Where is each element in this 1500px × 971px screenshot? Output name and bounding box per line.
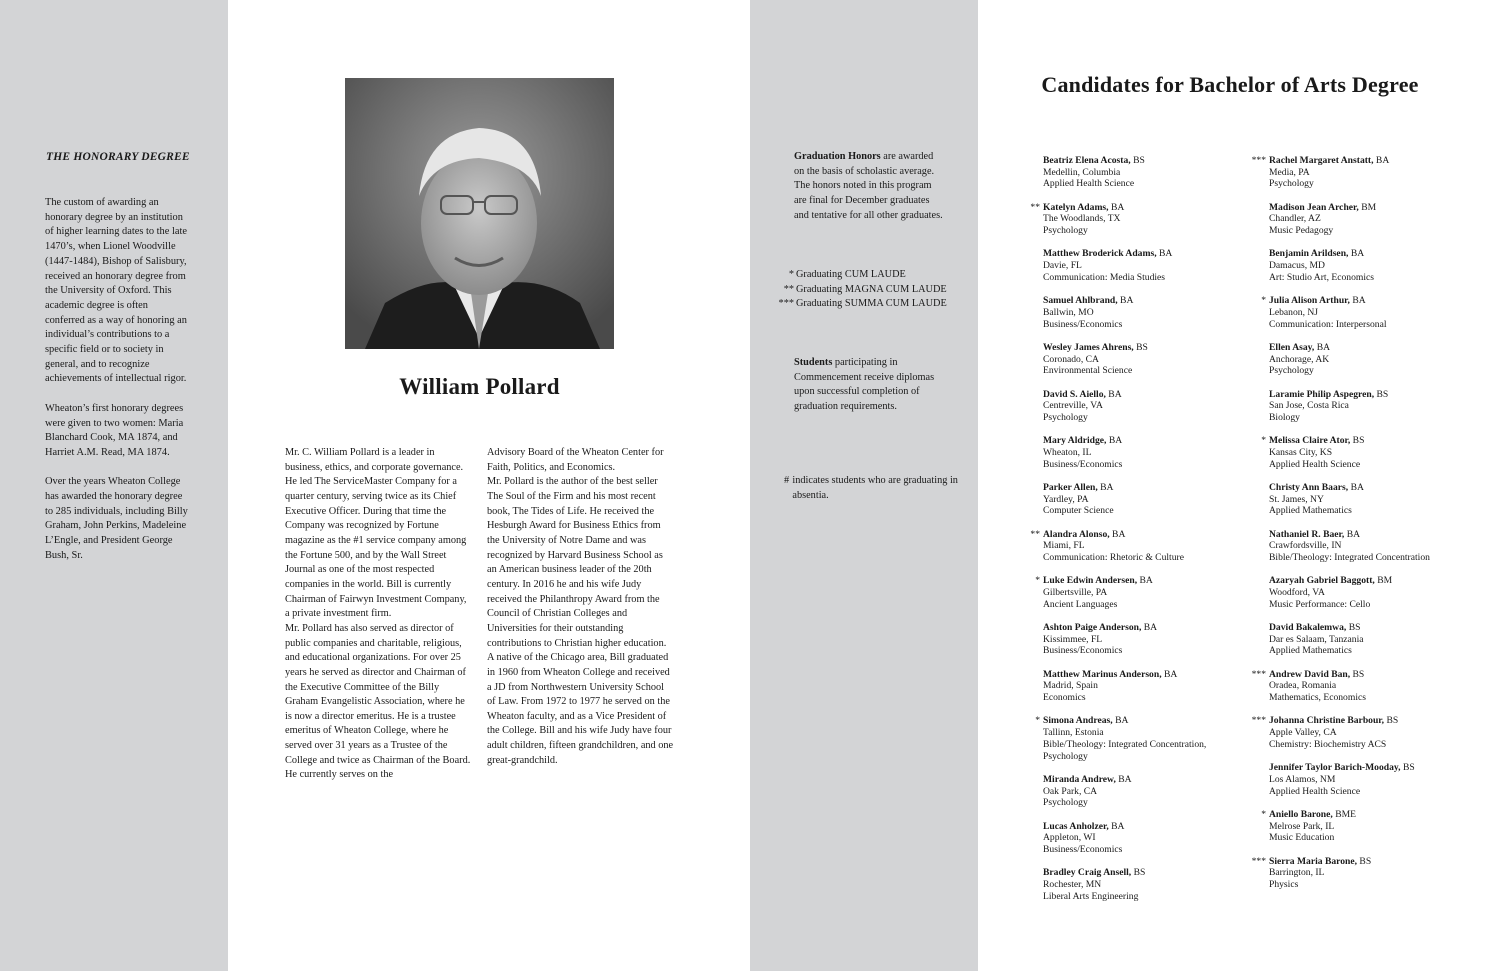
candidate-hometown: Kansas City, KS bbox=[1269, 446, 1333, 458]
honors-mark: * bbox=[1261, 808, 1266, 820]
candidate-degree: BA bbox=[1349, 295, 1366, 307]
candidate-degree: BA bbox=[1108, 820, 1125, 832]
candidate-hometown: Madrid, Spain bbox=[1043, 680, 1098, 692]
candidate-entry bbox=[1242, 856, 1462, 891]
candidate-name-line bbox=[1269, 809, 1462, 821]
candidate-name-line bbox=[1269, 482, 1462, 494]
candidate-name: Samuel Ahlbrand, bbox=[1043, 295, 1118, 307]
honorary-degree-title: THE HONORARY DEGREE bbox=[46, 151, 190, 163]
candidate-name-line bbox=[1043, 821, 1236, 833]
candidate-name-line bbox=[1269, 575, 1462, 587]
candidate-name-line bbox=[1043, 669, 1236, 681]
candidate-name: Ellen Asay, bbox=[1269, 341, 1315, 353]
candidate-entry bbox=[1016, 202, 1236, 237]
candidate-hometown: Oradea, Romania bbox=[1269, 680, 1337, 692]
candidate-hometown: Oak Park, CA bbox=[1043, 785, 1098, 797]
candidate-name-line bbox=[1043, 867, 1236, 879]
candidate-hometown: Lebanon, NJ bbox=[1269, 306, 1319, 318]
candidate-major: Economics bbox=[1043, 692, 1086, 704]
candidate-name-line bbox=[1269, 715, 1462, 727]
candidate-hometown: Damacus, MD bbox=[1269, 260, 1325, 272]
candidate-hometown: Gilbertsville, PA bbox=[1043, 587, 1108, 599]
candidate-name-line bbox=[1269, 295, 1462, 307]
candidates-page-heading: Candidates for Bachelor of Arts Degree bbox=[1041, 72, 1419, 97]
candidate-major: Music Education bbox=[1269, 832, 1335, 844]
honorary-degree-body bbox=[45, 196, 190, 578]
graduation-honors-text: are awarded on the basis of scholastic average. The honors noted in this program are final for December graduates and tentative for all other graduates. bbox=[794, 151, 943, 221]
candidate-name: Parker Allen, bbox=[1043, 481, 1098, 493]
candidate-name-line bbox=[1043, 202, 1236, 214]
candidate-name: Mary Aldridge, bbox=[1043, 435, 1107, 447]
candidate-major: Psychology bbox=[1043, 411, 1088, 423]
candidate-name-line bbox=[1269, 622, 1462, 634]
students-lead: Students bbox=[794, 357, 833, 368]
candidate-major: Bible/Theology: Integrated Concentration, bbox=[1043, 738, 1207, 750]
honoree-name: William Pollard bbox=[399, 374, 560, 399]
candidate-hometown: Apple Valley, CA bbox=[1269, 727, 1337, 739]
candidate-hometown: Miami, FL bbox=[1043, 540, 1085, 552]
candidate-hometown: The Woodlands, TX bbox=[1043, 213, 1121, 225]
candidate-name: Madison Jean Archer, bbox=[1269, 201, 1359, 213]
candidate-major: Applied Mathematics bbox=[1269, 505, 1352, 517]
candidate-degree: BA bbox=[1314, 341, 1331, 353]
candidate-degree: BA bbox=[1137, 575, 1153, 587]
honors-mark: ** bbox=[1030, 201, 1040, 213]
candidate-name-line bbox=[1269, 435, 1462, 447]
candidate-degree: BA bbox=[1105, 388, 1122, 400]
candidate-hometown: Davie, FL bbox=[1043, 260, 1082, 272]
candidate-degree: BS bbox=[1346, 622, 1361, 634]
candidates-column-2 bbox=[1242, 155, 1462, 902]
candidate-degree: BA bbox=[1117, 295, 1134, 307]
candidate-entry bbox=[1242, 482, 1462, 517]
candidate-name-line bbox=[1269, 762, 1462, 774]
candidate-degree: BA bbox=[1108, 201, 1125, 213]
candidate-name: Beatriz Elena Acosta, bbox=[1043, 155, 1131, 166]
candidate-name-line bbox=[1043, 529, 1236, 541]
candidate-name: Bradley Craig Ansell, bbox=[1043, 867, 1132, 879]
candidate-degree: BS bbox=[1133, 341, 1148, 353]
honorary-paragraph-1: The custom of awarding an honorary degree by an institution of higher learning dates to the late 1470’s, when Lionel Woodville (1447-1484), Bishop of Salisbury, received an honorary degree from the University of Oxford. This academic degree is often conferred as a way of honoring an individual’s contributions to a specific field or to society in general, and to recognize achievements of intellectual rigor. bbox=[45, 197, 187, 385]
candidate-hometown: Chandler, AZ bbox=[1269, 213, 1321, 225]
candidate-name-line bbox=[1043, 295, 1236, 307]
candidate-name: Melissa Claire Ator, bbox=[1269, 435, 1351, 447]
candidate-entry bbox=[1242, 248, 1462, 283]
candidate-name-line bbox=[1043, 715, 1236, 727]
candidate-degree: BA bbox=[1348, 481, 1364, 493]
candidate-degree: BA bbox=[1161, 668, 1178, 680]
candidate-major: Ancient Languages bbox=[1043, 598, 1118, 610]
graduation-honors-lead: Graduation Honors bbox=[794, 151, 881, 162]
candidate-entry bbox=[1016, 482, 1236, 517]
candidate-name: Benjamin Arildsen, bbox=[1269, 248, 1349, 260]
honors-mark: *** bbox=[778, 298, 794, 310]
candidate-name: Sierra Maria Barone, bbox=[1269, 855, 1358, 867]
candidate-major: Applied Health Science bbox=[1269, 785, 1361, 797]
candidate-entry bbox=[1016, 435, 1236, 470]
candidate-major: Psychology bbox=[1269, 365, 1314, 377]
candidate-degree: BA bbox=[1156, 248, 1173, 260]
candidate-degree: BS bbox=[1350, 668, 1365, 680]
candidate-name: Jennifer Taylor Barich-Mooday, bbox=[1269, 762, 1401, 774]
candidate-name-line bbox=[1043, 389, 1236, 401]
candidate-name-line bbox=[1269, 529, 1462, 541]
graduation-honors-note bbox=[794, 150, 944, 224]
candidate-name: Lucas Anholzer, bbox=[1043, 820, 1109, 832]
candidate-name-line bbox=[1043, 342, 1236, 354]
candidate-major: Bible/Theology: Integrated Concentration bbox=[1269, 552, 1430, 564]
candidate-hometown: Rochester, MN bbox=[1043, 878, 1102, 890]
honors-mark: *** bbox=[1251, 855, 1266, 867]
candidate-name: Julia Alison Arthur, bbox=[1269, 295, 1350, 307]
candidate-hometown: Melrose Park, IL bbox=[1269, 820, 1335, 832]
candidate-hometown: Centreville, VA bbox=[1043, 400, 1103, 412]
candidate-degree: BA bbox=[1112, 715, 1129, 727]
candidate-major: Environmental Science bbox=[1043, 365, 1133, 377]
candidate-name-line bbox=[1269, 248, 1462, 260]
candidate-degree: BA bbox=[1141, 622, 1158, 634]
candidate-major: Biology bbox=[1269, 411, 1300, 423]
honors-mark: * bbox=[1035, 575, 1040, 587]
candidate-degree: BS bbox=[1374, 388, 1389, 400]
students-participation-note bbox=[794, 356, 944, 415]
honors-mark: ** bbox=[1030, 528, 1040, 540]
honorary-paragraph-3: Over the years Wheaton College has awarded the honorary degree to 285 individuals, including Billy Graham, John Perkins, Madeleine L’Engle, and President George Bush, Sr. bbox=[45, 476, 188, 561]
candidate-entry bbox=[1016, 342, 1236, 377]
candidate-degree: BA bbox=[1115, 773, 1132, 785]
candidate-name: Matthew Marinus Anderson, bbox=[1043, 668, 1162, 680]
honors-mark: * bbox=[1261, 435, 1266, 447]
honors-mark: *** bbox=[1251, 668, 1266, 680]
candidate-degree: BME bbox=[1332, 808, 1356, 820]
candidate-name: Johanna Christine Barbour, bbox=[1269, 715, 1385, 727]
candidate-major: Art: Studio Art, Economics bbox=[1269, 271, 1374, 283]
absentia-text: indicates students who are graduating in absentia. bbox=[792, 475, 958, 501]
candidate-name: Azaryah Gabriel Baggott, bbox=[1269, 575, 1375, 587]
honors-label: Graduating MAGNA CUM LAUDE bbox=[796, 283, 947, 295]
candidate-entry bbox=[1242, 529, 1462, 564]
candidate-name: Andrew David Ban, bbox=[1269, 668, 1351, 680]
candidate-entry bbox=[1242, 809, 1462, 844]
candidate-entry bbox=[1016, 867, 1236, 902]
candidate-entry bbox=[1242, 295, 1462, 330]
absentia-note bbox=[784, 474, 964, 503]
candidate-major: Applied Health Science bbox=[1269, 458, 1361, 470]
candidate-name-line bbox=[1269, 669, 1462, 681]
candidate-major: Communication: Media Studies bbox=[1043, 271, 1166, 283]
candidate-hometown: Ballwin, MO bbox=[1043, 306, 1094, 318]
candidate-name: Nathaniel R. Baer, bbox=[1269, 528, 1345, 540]
candidate-degree: BA bbox=[1097, 481, 1114, 493]
candidate-entry bbox=[1016, 715, 1236, 762]
candidate-major: Music Pedagogy bbox=[1269, 225, 1334, 237]
honors-level-summa-cum-laude bbox=[776, 297, 976, 312]
honors-label: Graduating CUM LAUDE bbox=[796, 269, 906, 280]
candidate-entry bbox=[1016, 389, 1236, 424]
candidate-major: Communication: Interpersonal bbox=[1269, 318, 1387, 330]
candidate-entry bbox=[1016, 669, 1236, 704]
candidate-entry bbox=[1016, 622, 1236, 657]
candidate-name: Matthew Broderick Adams, bbox=[1043, 248, 1157, 260]
candidate-major: Business/Economics bbox=[1043, 458, 1123, 470]
candidate-hometown: San Jose, Costa Rica bbox=[1269, 400, 1349, 412]
candidate-name-line bbox=[1043, 155, 1236, 167]
candidate-degree: BA bbox=[1109, 528, 1126, 540]
candidate-entry bbox=[1016, 295, 1236, 330]
candidate-entry bbox=[1242, 155, 1462, 190]
candidate-name: Aniello Barone, bbox=[1269, 808, 1333, 820]
candidate-name: Laramie Philip Aspegren, bbox=[1269, 388, 1375, 400]
candidate-name: David Bakalemwa, bbox=[1269, 622, 1347, 634]
candidate-entry bbox=[1242, 622, 1462, 657]
candidate-degree: BS bbox=[1130, 155, 1145, 166]
candidate-name: Simona Andreas, bbox=[1043, 715, 1113, 727]
candidate-degree: BS bbox=[1400, 762, 1415, 774]
candidate-degree: BS bbox=[1384, 715, 1399, 727]
candidate-hometown: St. James, NY bbox=[1269, 493, 1324, 505]
candidates-column-1 bbox=[1016, 155, 1236, 914]
honoree-bio-column-1: Mr. C. William Pollard is a leader in business, ethics, and corporate governance. He led The ServiceMaster Company for a quarter century, serving twice as its Chief Executive Officer. During that time the Company was recognized by Fortune magazine as the #1 service company among the Fortune 500, and by the Wall Street Journal as one of the most respected companies in the world. Bill is currently Chairman of Fairwyn Investment Company, a private investment firm. Mr. Pollard has also served as director of public companies and charitable, religious, and educational organizations. For over 25 years he served as director and Chairman of the Executive Committee of the Billy Graham Evangelistic Association, where he is now a director emeritus. He is a trustee emeritus of Wheaton College, where he served over 31 years as a Trustee of the College and twice as Chairman of the Board. He currently serves on the bbox=[285, 447, 471, 781]
candidate-name: Luke Edwin Andersen, bbox=[1043, 575, 1138, 587]
honorary-paragraph-2: Wheaton’s first honorary degrees were given to two women: Maria Blanchard Cook, MA 1874, and Harriet A.M. Read, MA 1874. bbox=[45, 402, 184, 458]
candidate-hometown: Yardley, PA bbox=[1043, 493, 1089, 505]
candidate-major: Communication: Rhetoric & Culture bbox=[1043, 552, 1184, 564]
honors-level-cum-laude bbox=[776, 268, 976, 283]
candidate-major: Physics bbox=[1269, 878, 1299, 890]
candidate-major: Music Performance: Cello bbox=[1269, 598, 1371, 610]
candidate-name-line bbox=[1269, 342, 1462, 354]
candidate-hometown: Tallinn, Estonia bbox=[1043, 727, 1104, 739]
honors-mark: * bbox=[1035, 715, 1040, 727]
candidate-name: Miranda Andrew, bbox=[1043, 773, 1116, 785]
candidate-major: Business/Economics bbox=[1043, 843, 1123, 855]
candidate-hometown: Appleton, WI bbox=[1043, 832, 1096, 844]
candidate-hometown: Coronado, CA bbox=[1043, 353, 1099, 365]
students-text: participating in Commencement receive diplomas upon successful completion of graduation requirements. bbox=[794, 357, 935, 413]
candidate-entry bbox=[1016, 155, 1236, 190]
candidate-name-line bbox=[1043, 575, 1236, 587]
candidate-hometown: Los Alamos, NM bbox=[1269, 773, 1336, 785]
candidate-hometown: Anchorage, AK bbox=[1269, 353, 1330, 365]
candidate-degree: BA bbox=[1348, 248, 1365, 260]
candidate-entry bbox=[1242, 389, 1462, 424]
candidate-entry bbox=[1016, 248, 1236, 283]
candidate-major: Psychology bbox=[1043, 750, 1088, 762]
candidate-major: Mathematics, Economics bbox=[1269, 692, 1366, 704]
candidate-name-line bbox=[1269, 856, 1462, 868]
candidate-entry bbox=[1016, 529, 1236, 564]
honors-level-magna-cum-laude bbox=[776, 283, 976, 298]
candidate-name: Christy Ann Baars, bbox=[1269, 481, 1349, 493]
candidate-hometown: Media, PA bbox=[1269, 166, 1310, 178]
candidate-degree: BS bbox=[1131, 867, 1146, 879]
candidate-major: Psychology bbox=[1269, 178, 1314, 190]
candidate-name: Wesley James Ahrens, bbox=[1043, 341, 1134, 353]
candidate-entry bbox=[1242, 575, 1462, 610]
candidate-major: Liberal Arts Engineering bbox=[1043, 890, 1139, 902]
portrait-illustration bbox=[345, 78, 614, 349]
candidate-degree: BA bbox=[1373, 155, 1390, 166]
candidate-major: Psychology bbox=[1043, 225, 1088, 237]
candidate-major: Chemistry: Biochemistry ACS bbox=[1269, 738, 1387, 750]
candidate-degree: BM bbox=[1374, 575, 1393, 587]
honoree-bio-column-2: Advisory Board of the Wheaton Center for Faith, Politics, and Economics. Mr. Pollard is the author of the best seller The Soul of the Firm and his most recent book, The Tides of Life. He received the Hesburgh Award for Business Ethics from the University of Notre Dame and was recognized by Harvard Business School as an American business leader of the 20th century. In 2016 he and his wife Judy received the Philanthropy Award from the Council of Christian Colleges and Universities for their outstanding contributions to Christian higher education. A native of the Chicago area, Bill graduated in 1960 from Wheaton College and received a JD from Northwestern University School of Law. From 1972 to 1977 he served on the Wheaton faculty, and as a Vice President of the College. Bill and his wife Judy have four adult children, fifteen grandchildren, and one great-grandchild. bbox=[487, 447, 674, 766]
candidate-name-line bbox=[1269, 202, 1462, 214]
honors-mark: * bbox=[1261, 295, 1266, 307]
candidate-major: Applied Health Science bbox=[1043, 178, 1135, 190]
honors-levels-list bbox=[776, 268, 976, 312]
candidate-name-line bbox=[1043, 774, 1236, 786]
candidate-name-line bbox=[1269, 389, 1462, 401]
candidate-major: Computer Science bbox=[1043, 505, 1114, 517]
candidate-entry bbox=[1016, 774, 1236, 809]
honors-mark: ** bbox=[783, 283, 794, 295]
candidate-name: Rachel Margaret Anstatt, bbox=[1269, 155, 1374, 166]
candidate-hometown: Medellin, Columbia bbox=[1043, 166, 1121, 178]
candidate-name-line bbox=[1043, 435, 1236, 447]
candidate-entry bbox=[1016, 575, 1236, 610]
candidate-hometown: Crawfordsville, IN bbox=[1269, 540, 1342, 552]
candidate-name: Katelyn Adams, bbox=[1043, 201, 1109, 213]
candidate-entry bbox=[1242, 435, 1462, 470]
candidate-degree: BS bbox=[1350, 435, 1365, 447]
honors-mark: *** bbox=[1251, 715, 1266, 727]
honors-label: Graduating SUMMA CUM LAUDE bbox=[796, 298, 947, 310]
candidate-entry bbox=[1242, 669, 1462, 704]
candidate-degree: BM bbox=[1358, 201, 1377, 213]
candidate-name: David S. Aiello, bbox=[1043, 388, 1106, 400]
candidate-name-line bbox=[1043, 482, 1236, 494]
candidate-hometown: Kissimmee, FL bbox=[1043, 633, 1103, 645]
candidate-hometown: Woodford, VA bbox=[1269, 587, 1325, 599]
candidate-entry bbox=[1242, 762, 1462, 797]
honoree-portrait-photo bbox=[345, 78, 614, 349]
candidate-name: Ashton Paige Anderson, bbox=[1043, 622, 1142, 634]
candidate-major: Business/Economics bbox=[1043, 645, 1123, 657]
candidate-hometown: Barrington, IL bbox=[1269, 867, 1325, 879]
candidate-entry bbox=[1242, 715, 1462, 750]
candidate-major: Psychology bbox=[1043, 797, 1088, 809]
candidate-degree: BA bbox=[1344, 528, 1361, 540]
candidate-degree: BS bbox=[1357, 855, 1372, 867]
absentia-mark: # bbox=[784, 475, 790, 486]
honors-mark: *** bbox=[1251, 155, 1266, 166]
candidate-major: Applied Mathematics bbox=[1269, 645, 1352, 657]
candidate-major: Business/Economics bbox=[1043, 318, 1123, 330]
honors-mark: * bbox=[788, 269, 794, 280]
candidate-hometown: Wheaton, IL bbox=[1043, 446, 1092, 458]
candidate-name-line bbox=[1269, 155, 1462, 167]
candidate-entry bbox=[1242, 342, 1462, 377]
candidate-degree: BA bbox=[1106, 435, 1123, 447]
candidate-name: Alandra Alonso, bbox=[1043, 528, 1110, 540]
candidate-entry bbox=[1242, 202, 1462, 237]
candidate-name-line bbox=[1043, 622, 1236, 634]
candidate-entry bbox=[1016, 821, 1236, 856]
candidate-hometown: Dar es Salaam, Tanzania bbox=[1269, 633, 1364, 645]
candidate-name-line bbox=[1043, 248, 1236, 260]
